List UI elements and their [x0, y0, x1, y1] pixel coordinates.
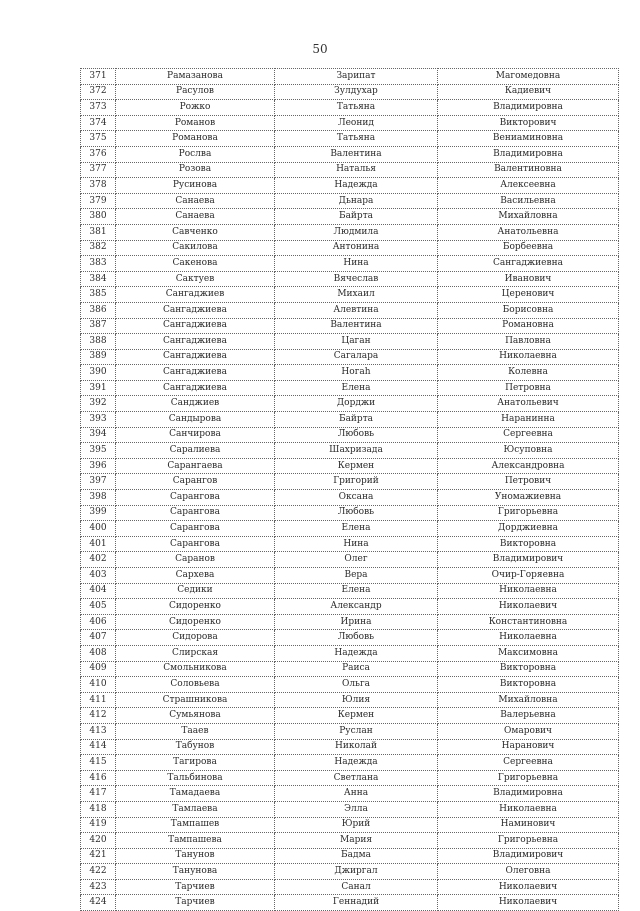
surname-cell: Тааев [116, 723, 275, 739]
patronymic-cell: Александровна [438, 458, 619, 474]
patronymic-cell: Викторовна [438, 677, 619, 693]
patronymic-cell: Петровна [438, 380, 619, 396]
patronymic-cell: Константиновна [438, 614, 619, 630]
row-number-cell: 406 [81, 614, 116, 630]
patronymic-cell: Очир-Горяевна [438, 568, 619, 584]
table-row [81, 146, 619, 162]
table-row [81, 583, 619, 599]
row-number-cell: 416 [81, 770, 116, 786]
patronymic-cell: Магомедовна [438, 69, 619, 85]
patronymic-cell: Сангаджиевна [438, 256, 619, 272]
patronymic-cell: Васильевна [438, 193, 619, 209]
table-row [81, 240, 619, 256]
row-number-cell: 400 [81, 521, 116, 537]
patronymic-cell: Юсуповна [438, 443, 619, 459]
table-row [81, 708, 619, 724]
given-name-cell: Ногаh [275, 365, 438, 381]
surname-cell: Сидорова [116, 630, 275, 646]
given-name-cell: Руслан [275, 723, 438, 739]
table-row [81, 256, 619, 272]
patronymic-cell: Михайловна [438, 209, 619, 225]
patronymic-cell: Викторович [438, 115, 619, 131]
patronymic-cell: Церенович [438, 287, 619, 303]
table-row [81, 412, 619, 428]
surname-cell: Тамадаева [116, 786, 275, 802]
surname-cell: Сарангова [116, 536, 275, 552]
given-name-cell: Елена [275, 521, 438, 537]
surname-cell: Тарчиев [116, 879, 275, 895]
given-name-cell: Юрий [275, 817, 438, 833]
surname-cell: Сарангаева [116, 458, 275, 474]
table-row [81, 552, 619, 568]
given-name-cell: Дьнара [275, 193, 438, 209]
patronymic-cell: Романовна [438, 318, 619, 334]
given-name-cell: Санал [275, 879, 438, 895]
given-name-cell: Николай [275, 739, 438, 755]
row-number-cell: 422 [81, 864, 116, 880]
row-number-cell: 385 [81, 287, 116, 303]
surname-cell: Сангаджиева [116, 365, 275, 381]
patronymic-cell: Владимировна [438, 146, 619, 162]
given-name-cell: Бадма [275, 848, 438, 864]
surname-cell: Сакенова [116, 256, 275, 272]
row-number-cell: 408 [81, 645, 116, 661]
patronymic-cell: Николаевич [438, 895, 619, 911]
surname-cell: Сакилова [116, 240, 275, 256]
given-name-cell: Мария [275, 833, 438, 849]
table-row [81, 723, 619, 739]
surname-cell: Романова [116, 131, 275, 147]
surname-cell: Санаева [116, 209, 275, 225]
surname-cell: Сидоренко [116, 599, 275, 615]
table-row [81, 115, 619, 131]
row-number-cell: 391 [81, 380, 116, 396]
row-number-cell: 423 [81, 879, 116, 895]
given-name-cell: Светлана [275, 770, 438, 786]
given-name-cell: Наталья [275, 162, 438, 178]
patronymic-cell: Николаевич [438, 879, 619, 895]
surname-cell: Сактуев [116, 271, 275, 287]
table-row [81, 131, 619, 147]
table-row [81, 568, 619, 584]
table-row [81, 817, 619, 833]
given-name-cell: Любовь [275, 427, 438, 443]
table-row [81, 302, 619, 318]
surname-cell: Тампашев [116, 817, 275, 833]
row-number-cell: 372 [81, 84, 116, 100]
patronymic-cell: Наминович [438, 817, 619, 833]
table-row [81, 474, 619, 490]
row-number-cell: 398 [81, 490, 116, 506]
given-name-cell: Татьяна [275, 100, 438, 116]
surname-cell: Сангаджиев [116, 287, 275, 303]
surname-cell: Тампашева [116, 833, 275, 849]
row-number-cell: 381 [81, 224, 116, 240]
row-number-cell: 410 [81, 677, 116, 693]
table-row [81, 739, 619, 755]
patronymic-cell: Владимирович [438, 848, 619, 864]
surname-cell: Сангаджиева [116, 380, 275, 396]
table-row [81, 365, 619, 381]
surname-cell: Соловьева [116, 677, 275, 693]
given-name-cell: Валентина [275, 146, 438, 162]
row-number-cell: 413 [81, 723, 116, 739]
row-number-cell: 373 [81, 100, 116, 116]
table-row [81, 645, 619, 661]
table-row [81, 427, 619, 443]
patronymic-cell: Олеговна [438, 864, 619, 880]
patronymic-cell: Анатольевич [438, 396, 619, 412]
surname-cell: Сарангова [116, 505, 275, 521]
table-row [81, 271, 619, 287]
table-row [81, 84, 619, 100]
surname-cell: Страшникова [116, 692, 275, 708]
surname-cell: Тальбинова [116, 770, 275, 786]
row-number-cell: 379 [81, 193, 116, 209]
row-number-cell: 371 [81, 69, 116, 85]
table-row [81, 692, 619, 708]
given-name-cell: Нина [275, 256, 438, 272]
row-number-cell: 403 [81, 568, 116, 584]
patronymic-cell: Викторовна [438, 536, 619, 552]
given-name-cell: Геннадий [275, 895, 438, 911]
row-number-cell: 419 [81, 817, 116, 833]
given-name-cell: Антонина [275, 240, 438, 256]
given-name-cell: Валентина [275, 318, 438, 334]
patronymic-cell: Максимовна [438, 645, 619, 661]
given-name-cell: Анна [275, 786, 438, 802]
patronymic-cell: Николаевна [438, 630, 619, 646]
patronymic-cell: Михайловна [438, 692, 619, 708]
patronymic-cell: Валерьевна [438, 708, 619, 724]
given-name-cell: Кермен [275, 708, 438, 724]
given-name-cell: Цаган [275, 334, 438, 350]
table-row [81, 178, 619, 194]
table-row [81, 536, 619, 552]
given-name-cell: Нина [275, 536, 438, 552]
table-row [81, 334, 619, 350]
roster-table-body [81, 69, 619, 911]
table-row [81, 614, 619, 630]
given-name-cell: Надежда [275, 645, 438, 661]
row-number-cell: 404 [81, 583, 116, 599]
row-number-cell: 399 [81, 505, 116, 521]
patronymic-cell: Колевна [438, 365, 619, 381]
patronymic-cell: Дорджиевна [438, 521, 619, 537]
row-number-cell: 389 [81, 349, 116, 365]
surname-cell: Табунов [116, 739, 275, 755]
row-number-cell: 418 [81, 801, 116, 817]
surname-cell: Седики [116, 583, 275, 599]
given-name-cell: Юлия [275, 692, 438, 708]
given-name-cell: Елена [275, 583, 438, 599]
table-row [81, 100, 619, 116]
surname-cell: Сангаджиева [116, 302, 275, 318]
surname-cell: Санчирова [116, 427, 275, 443]
row-number-cell: 374 [81, 115, 116, 131]
given-name-cell: Людмила [275, 224, 438, 240]
table-row [81, 864, 619, 880]
row-number-cell: 382 [81, 240, 116, 256]
table-row [81, 318, 619, 334]
surname-cell: Русинова [116, 178, 275, 194]
given-name-cell: Олег [275, 552, 438, 568]
given-name-cell: Байрта [275, 209, 438, 225]
surname-cell: Саранов [116, 552, 275, 568]
surname-cell: Романов [116, 115, 275, 131]
row-number-cell: 383 [81, 256, 116, 272]
surname-cell: Санджиев [116, 396, 275, 412]
patronymic-cell: Анатольевна [438, 224, 619, 240]
surname-cell: Танунов [116, 848, 275, 864]
row-number-cell: 412 [81, 708, 116, 724]
given-name-cell: Елена [275, 380, 438, 396]
roster-table [80, 68, 619, 911]
patronymic-cell: Владимировна [438, 100, 619, 116]
table-row [81, 895, 619, 911]
patronymic-cell: Григорьевна [438, 770, 619, 786]
patronymic-cell: Григорьевна [438, 505, 619, 521]
surname-cell: Сандырова [116, 412, 275, 428]
surname-cell: Рослва [116, 146, 275, 162]
surname-cell: Рожко [116, 100, 275, 116]
row-number-cell: 396 [81, 458, 116, 474]
given-name-cell: Элла [275, 801, 438, 817]
patronymic-cell: Владимирович [438, 552, 619, 568]
row-number-cell: 394 [81, 427, 116, 443]
patronymic-cell: Уномажиевна [438, 490, 619, 506]
row-number-cell: 407 [81, 630, 116, 646]
patronymic-cell: Кадиевич [438, 84, 619, 100]
table-row [81, 505, 619, 521]
given-name-cell: Татьяна [275, 131, 438, 147]
row-number-cell: 415 [81, 755, 116, 771]
given-name-cell: Вера [275, 568, 438, 584]
surname-cell: Смольникова [116, 661, 275, 677]
row-number-cell: 424 [81, 895, 116, 911]
page-number: 50 [312, 42, 328, 56]
patronymic-cell: Борбеевна [438, 240, 619, 256]
patronymic-cell: Иванович [438, 271, 619, 287]
surname-cell: Тагирова [116, 755, 275, 771]
patronymic-cell: Борисовна [438, 302, 619, 318]
row-number-cell: 376 [81, 146, 116, 162]
surname-cell: Сарангов [116, 474, 275, 490]
patronymic-cell: Омарович [438, 723, 619, 739]
surname-cell: Сарангова [116, 490, 275, 506]
given-name-cell: Раиса [275, 661, 438, 677]
table-row [81, 786, 619, 802]
patronymic-cell: Павловна [438, 334, 619, 350]
table-row [81, 69, 619, 85]
table-row [81, 458, 619, 474]
table-row [81, 630, 619, 646]
given-name-cell: Шахризада [275, 443, 438, 459]
table-row [81, 443, 619, 459]
given-name-cell: Леонид [275, 115, 438, 131]
surname-cell: Тарчиев [116, 895, 275, 911]
row-number-cell: 390 [81, 365, 116, 381]
row-number-cell: 411 [81, 692, 116, 708]
row-number-cell: 387 [81, 318, 116, 334]
patronymic-cell: Сергеевна [438, 427, 619, 443]
given-name-cell: Сагалара [275, 349, 438, 365]
patronymic-cell: Валентиновна [438, 162, 619, 178]
patronymic-cell: Николаевна [438, 583, 619, 599]
table-row [81, 833, 619, 849]
patronymic-cell: Алексеевна [438, 178, 619, 194]
given-name-cell: Байрта [275, 412, 438, 428]
row-number-cell: 378 [81, 178, 116, 194]
given-name-cell: Вячеслав [275, 271, 438, 287]
table-row [81, 661, 619, 677]
patronymic-cell: Петрович [438, 474, 619, 490]
given-name-cell: Зарипат [275, 69, 438, 85]
row-number-cell: 417 [81, 786, 116, 802]
surname-cell: Сарангова [116, 521, 275, 537]
row-number-cell: 397 [81, 474, 116, 490]
table-row [81, 770, 619, 786]
patronymic-cell: Сергеевна [438, 755, 619, 771]
patronymic-cell: Наранович [438, 739, 619, 755]
surname-cell: Сумьянова [116, 708, 275, 724]
given-name-cell: Ольга [275, 677, 438, 693]
given-name-cell: Любовь [275, 630, 438, 646]
patronymic-cell: Викторовна [438, 661, 619, 677]
given-name-cell: Александр [275, 599, 438, 615]
given-name-cell: Джиргал [275, 864, 438, 880]
surname-cell: Сидоренко [116, 614, 275, 630]
table-row [81, 380, 619, 396]
patronymic-cell: Владимировна [438, 786, 619, 802]
table-row [81, 209, 619, 225]
patronymic-cell: Николаевич [438, 599, 619, 615]
surname-cell: Сангаджиева [116, 318, 275, 334]
table-row [81, 801, 619, 817]
table-row [81, 287, 619, 303]
table-row [81, 521, 619, 537]
row-number-cell: 401 [81, 536, 116, 552]
row-number-cell: 392 [81, 396, 116, 412]
surname-cell: Сархева [116, 568, 275, 584]
row-number-cell: 380 [81, 209, 116, 225]
given-name-cell: Ирина [275, 614, 438, 630]
surname-cell: Розова [116, 162, 275, 178]
surname-cell: Сангаджиева [116, 334, 275, 350]
given-name-cell: Любовь [275, 505, 438, 521]
table-row [81, 490, 619, 506]
given-name-cell: Григорий [275, 474, 438, 490]
row-number-cell: 420 [81, 833, 116, 849]
given-name-cell: Надежда [275, 755, 438, 771]
table-row [81, 677, 619, 693]
row-number-cell: 409 [81, 661, 116, 677]
surname-cell: Расулов [116, 84, 275, 100]
patronymic-cell: Вениаминовна [438, 131, 619, 147]
row-number-cell: 388 [81, 334, 116, 350]
given-name-cell: Михаил [275, 287, 438, 303]
given-name-cell: Алевтина [275, 302, 438, 318]
table-row [81, 193, 619, 209]
row-number-cell: 375 [81, 131, 116, 147]
patronymic-cell: Николаевна [438, 349, 619, 365]
given-name-cell: Оксана [275, 490, 438, 506]
given-name-cell: Зулдухар [275, 84, 438, 100]
table-row [81, 396, 619, 412]
table-row [81, 162, 619, 178]
surname-cell: Танунова [116, 864, 275, 880]
surname-cell: Слирская [116, 645, 275, 661]
table-row [81, 224, 619, 240]
patronymic-cell: Николаевна [438, 801, 619, 817]
row-number-cell: 395 [81, 443, 116, 459]
surname-cell: Саралиева [116, 443, 275, 459]
surname-cell: Сангаджиева [116, 349, 275, 365]
row-number-cell: 384 [81, 271, 116, 287]
table-row [81, 755, 619, 771]
given-name-cell: Кермен [275, 458, 438, 474]
surname-cell: Савченко [116, 224, 275, 240]
table-row [81, 879, 619, 895]
row-number-cell: 386 [81, 302, 116, 318]
surname-cell: Рамазанова [116, 69, 275, 85]
row-number-cell: 377 [81, 162, 116, 178]
surname-cell: Тамлаева [116, 801, 275, 817]
table-row [81, 848, 619, 864]
surname-cell: Санаева [116, 193, 275, 209]
table-row [81, 599, 619, 615]
row-number-cell: 414 [81, 739, 116, 755]
given-name-cell: Надежда [275, 178, 438, 194]
row-number-cell: 405 [81, 599, 116, 615]
row-number-cell: 402 [81, 552, 116, 568]
given-name-cell: Дорджи [275, 396, 438, 412]
patronymic-cell: Наранинна [438, 412, 619, 428]
row-number-cell: 393 [81, 412, 116, 428]
patronymic-cell: Григорьевна [438, 833, 619, 849]
row-number-cell: 421 [81, 848, 116, 864]
table-row [81, 349, 619, 365]
